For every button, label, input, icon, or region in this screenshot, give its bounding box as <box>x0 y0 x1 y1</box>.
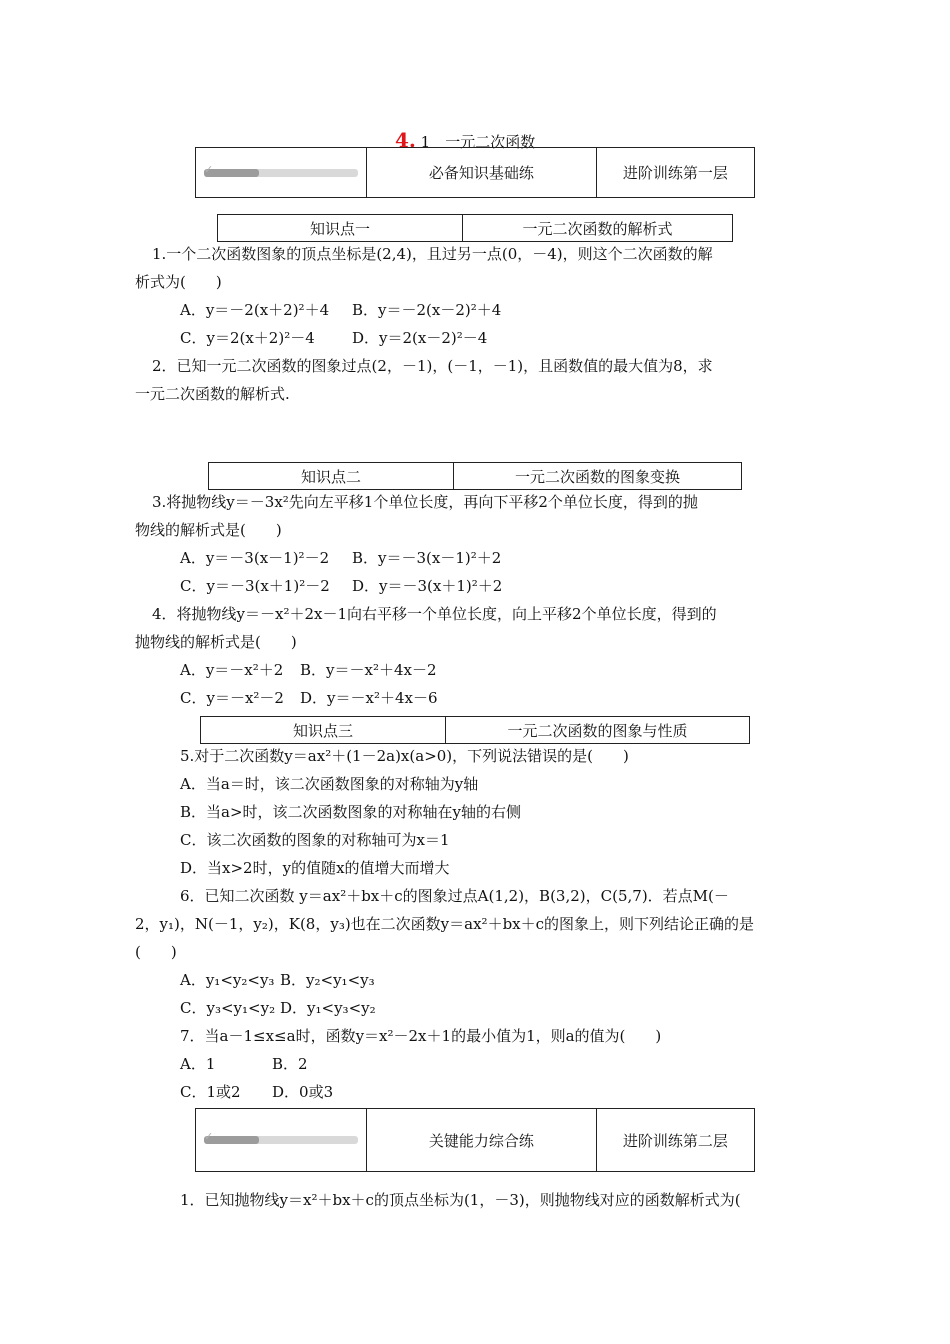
question-stem: 7．当a－1≤x≤a时，函数y＝x²－2x＋1的最小值为1，则a的值为( ) <box>180 1027 662 1045</box>
option-c: C．y＝－x²－2 <box>180 689 284 707</box>
question-stem: 2，y₁)，N(－1，y₂)，K(8，y₃)也在二次函数y＝ax²＋bx＋c的图象上，则下列结论正确的是 <box>135 915 755 933</box>
option-d: D．y＝－3(x＋1)²＋2 <box>352 577 503 595</box>
question-stem: 5.对于二次函数y＝ax²＋(1－2a)x(a>0)，下列说法错误的是( ) <box>180 747 629 765</box>
banner-tier: 进阶训练第一层 <box>596 148 754 198</box>
option-c: C．该二次函数的图象的对称轴可为x＝1 <box>180 831 450 849</box>
practice-banner-advanced <box>195 1108 755 1172</box>
kp-topic: 一元二次函数的图象与性质 <box>446 717 750 744</box>
question-stem: 3.将抛物线y＝－3x²先向左平移1个单位长度，再向下平移2个单位长度，得到的抛 <box>152 493 698 511</box>
section-title-text: 1 一元二次函数 <box>420 133 536 151</box>
option-d: D．y＝2(x－2)²－4 <box>352 329 488 347</box>
kp-topic: 一元二次函数的解析式 <box>463 215 733 242</box>
question-stem: 物线的解析式是( ) <box>135 521 282 539</box>
progress-bar <box>204 1130 358 1144</box>
practice-banner-basic <box>195 147 755 198</box>
option-d: D．0或3 <box>272 1083 334 1101</box>
section-number: 4. <box>395 128 416 152</box>
progress-bar-cell <box>196 1109 367 1172</box>
option-d: D．y₁<y₃<y₂ <box>280 999 376 1017</box>
kp-topic: 一元二次函数的图象变换 <box>454 463 742 490</box>
progress-bar <box>204 162 358 177</box>
option-d: D．当x>2时，y的值随x的值增大而增大 <box>180 859 450 877</box>
question-stem: 一元二次函数的解析式. <box>135 385 290 403</box>
option-a: A．y＝－3(x－1)²－2 <box>180 549 330 567</box>
kp-label: 知识点三 <box>201 717 446 744</box>
question-stem: ( ) <box>135 943 177 961</box>
option-a: A．1 <box>180 1055 216 1073</box>
question-stem: 1．已知抛物线y＝x²＋bx＋c的顶点坐标为(1，－3)，则抛物线对应的函数解析式为( <box>180 1191 741 1209</box>
option-c: C．y＝－3(x＋1)²－2 <box>180 577 330 595</box>
question-stem: 4．将抛物线y＝－x²＋2x－1向右平移一个单位长度，向上平移2个单位长度，得到的 <box>152 605 717 623</box>
question-stem: 6．已知二次函数 y＝ax²＋bx＋c的图象过点A(1,2)，B(3,2)，C(5,7)．若点M(－ <box>180 887 729 905</box>
option-b: B．2 <box>272 1055 308 1073</box>
option-a: A．当a＝时，该二次函数图象的对称轴为y轴 <box>180 775 479 793</box>
option-a: A．y＝－x²＋2 <box>180 661 284 679</box>
banner-level: 关键能力综合练 <box>366 1109 596 1172</box>
check-icon: ✓ <box>204 1130 214 1143</box>
question-stem: 抛物线的解析式是( ) <box>135 633 297 651</box>
option-b: B．y₂<y₁<y₃ <box>280 971 375 989</box>
question-stem: 1.一个二次函数图象的顶点坐标是(2,4)，且过另一点(0，－4)，则这个二次函数的解 <box>152 245 713 263</box>
knowledge-point-3 <box>200 716 750 744</box>
option-d: D．y＝－x²＋4x－6 <box>300 689 438 707</box>
option-c: C．y₃<y₁<y₂ <box>180 999 276 1017</box>
question-stem: 析式为( ) <box>135 273 222 291</box>
check-icon: ✓ <box>204 162 214 176</box>
option-a: A．y＝－2(x＋2)²＋4 <box>180 301 330 319</box>
option-b: B．y＝－3(x－1)²＋2 <box>352 549 502 567</box>
banner-tier: 进阶训练第二层 <box>596 1109 754 1172</box>
option-c: C．1或2 <box>180 1083 241 1101</box>
option-c: C．y＝2(x＋2)²－4 <box>180 329 315 347</box>
banner-level: 必备知识基础练 <box>366 148 596 198</box>
kp-label: 知识点二 <box>209 463 454 490</box>
knowledge-point-2 <box>208 462 742 490</box>
question-stem: 2．已知一元二次函数的图象过点(2，－1)，(－1，－1)，且函数值的最大值为8，求 <box>152 357 713 375</box>
option-b: B．y＝－x²＋4x－2 <box>300 661 437 679</box>
option-a: A．y₁<y₂<y₃ <box>180 971 275 989</box>
option-b: B．y＝－2(x－2)²＋4 <box>352 301 502 319</box>
option-b: B．当a>时，该二次函数图象的对称轴在y轴的右侧 <box>180 803 522 821</box>
progress-bar-cell <box>196 148 367 198</box>
knowledge-point-1 <box>217 214 733 242</box>
kp-label: 知识点一 <box>218 215 463 242</box>
